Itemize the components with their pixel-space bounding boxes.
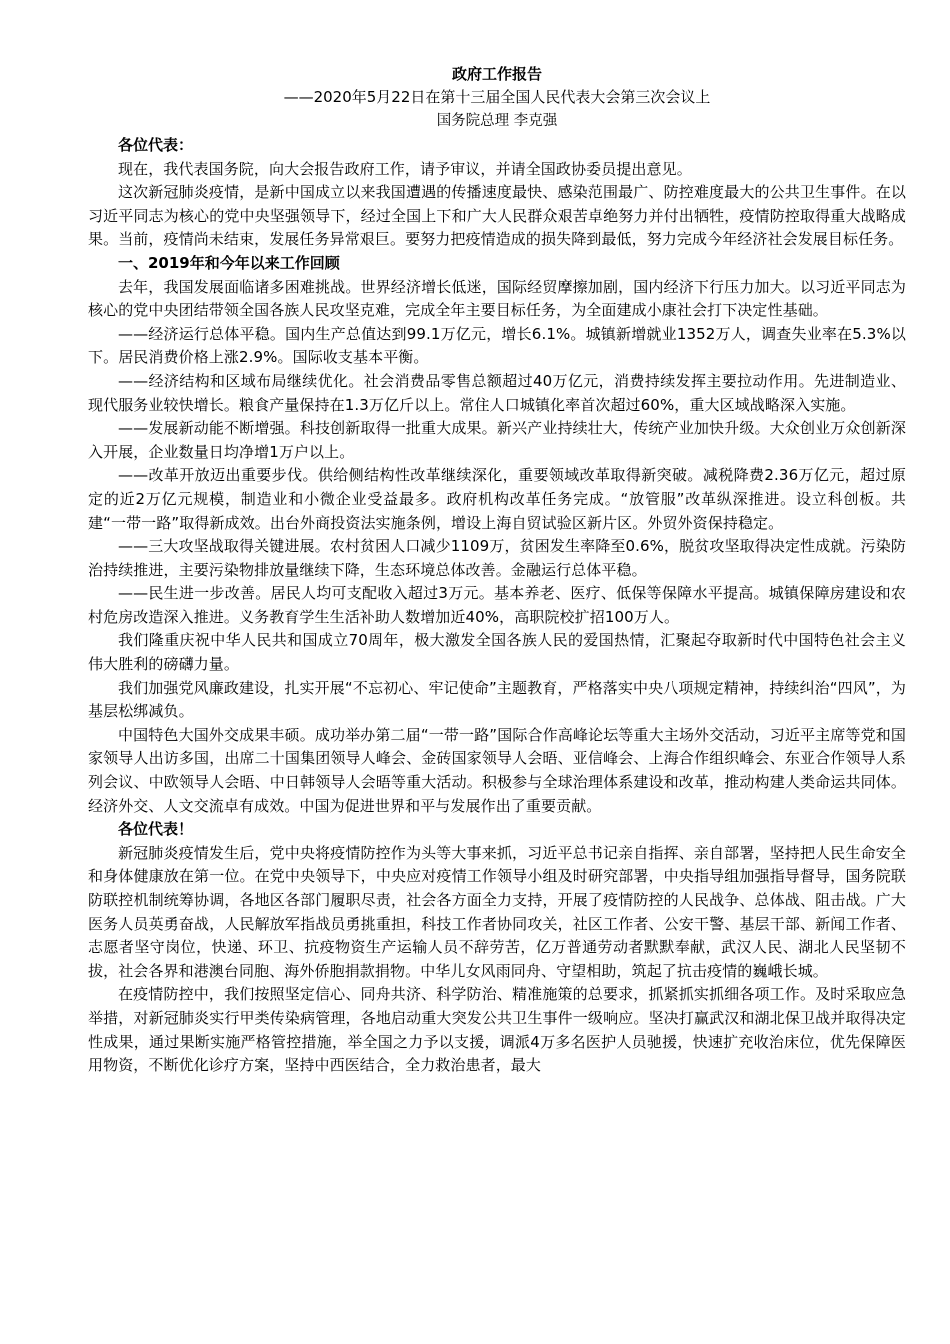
paragraph: 这次新冠肺炎疫情，是新中国成立以来我国遭遇的传播速度最快、感染范围最广、防控难度最大的公共卫生事件。在以习近平同志为核心的党中央坚强领导下，经过全国上下和广大人民群众艰苦卓绝努力并付出牺牲，疫情防控取得重大战略成果。当前，疫情尚未结束，发展任务异常艰巨。要努力把疫情造成的损失降到最低，努力完成今年经济社会发展目标任务。 bbox=[88, 183, 906, 249]
document-title: 政府工作报告 bbox=[451, 65, 542, 83]
paragraph: 我们隆重庆祝中华人民共和国成立70周年，极大激发全国各族人民的爱国热情，汇聚起夺取新时代中国特色社会主义伟大胜利的磅礴力量。 bbox=[88, 631, 906, 674]
document-author: 国务院总理 李克强 bbox=[436, 113, 558, 129]
paragraph: 新冠肺炎疫情发生后，党中央将疫情防控作为头等大事来抓，习近平总书记亲自指挥、亲自部署，坚持把人民生命安全和身体健康放在第一位。在党中央领导下，中央应对疫情工作领导小组及时研究部署，中央指导组加强指导督导，国务院联防联控机制统筹协调，各地区各部门履职尽责，社会各方面全力支持，开展了疫情防控的人民战争、总体战、阻击战。广大医务人员英勇奋战，人民解放军指战员勇挑重担，科技工作者协同攻关，社区工作者、公安干警、基层干部、新闻工作者、志愿者坚守岗位，快递、环卫、抗疫物资生产运输人员不辞劳苦，亿万普通劳动者默默奉献，武汉人民、湖北人民坚韧不拔，社会各界和港澳台同胞、海外侨胞捐款捐物。中华儿女风雨同舟、守望相助，筑起了抗击疫情的巍峨长城。 bbox=[88, 843, 906, 980]
paragraph: ——发展新动能不断增强。科技创新取得一批重大成果。新兴产业持续壮大，传统产业加快升级。大众创业万众创新深入开展，企业数量日均净增1万户以上。 bbox=[88, 419, 906, 461]
paragraph: ——经济运行总体平稳。国内生产总值达到99.1万亿元，增长6.1%。城镇新增就业1352万人，调查失业率在5.3%以下。居民消费价格上涨2.9%。国际收支基本平衡。 bbox=[88, 324, 906, 367]
paragraph: 去年，我国发展面临诸多困难挑战。世界经济增长低迷，国际经贸摩擦加剧，国内经济下行压力加大。以习近平同志为核心的党中央团结带领全国各族人民攻坚克难，完成全年主要目标任务，为全面建成小康社会打下决定性基础。 bbox=[88, 277, 906, 320]
section-heading: 一、2019年和今年以来工作回顾 bbox=[118, 253, 340, 272]
paragraph: 在疫情防控中，我们按照坚定信心、同舟共济、科学防治、精准施策的总要求，抓紧抓实抓细各项工作。及时采取应急举措，对新冠肺炎实行甲类传染病管理，各地启动重大突发公共卫生事件一级响应。坚决打赢武汉和湖北保卫战并取得决定性成果，通过果断实施严格管控措施，举全国之力予以支援，调派4万多名医护人员驰援，快速扩充收治床位，优先保障医用物资，不断优化诊疗方案，坚持中西医结合，全力救治患者，最大 bbox=[88, 985, 906, 1075]
document-subtitle: ——2020年5月22日在第十三届全国人民代表大会第三次会议上 bbox=[283, 88, 711, 106]
document-body bbox=[88, 134, 906, 1078]
paragraph: ——三大攻坚战取得关键进展。农村贫困人口减少1109万，贫困发生率降至0.6%，脱贫攻坚取得决定性成就。污染防治持续推进，主要污染物排放量继续下降，生态环境总体改善。金融运行总体平稳。 bbox=[88, 537, 906, 579]
paragraph: 我们加强党风廉政建设，扎实开展“不忘初心、牢记使命”主题教育，严格落实中央八项规定精神，持续纠治“四风”，为基层松绑减负。 bbox=[88, 678, 906, 721]
paragraph: ——民生进一步改善。居民人均可支配收入超过3万元。基本养老、医疗、低保等保障水平提高。城镇保障房建设和农村危房改造深入推进。义务教育学生生活补助人数增加近40%，高职院校扩招100万人。 bbox=[88, 584, 906, 626]
paragraph: ——改革开放迈出重要步伐。供给侧结构性改革继续深化，重要领域改革取得新突破。减税降费2.36万亿元，超过原定的近2万亿元规模，制造业和小微企业受益最多。政府机构改革任务完成。“放管服”改革纵深推进。设立科创板。共建“一带一路”取得新成效。出台外商投资法实施条例，增设上海自贸试验区新片区。外贸外资保持稳定。 bbox=[88, 466, 906, 532]
paragraph: 现在，我代表国务院，向大会报告政府工作，请予审议，并请全国政协委员提出意见。 bbox=[118, 159, 692, 178]
paragraph: ——经济结构和区域布局继续优化。社会消费品零售总额超过40万亿元，消费持续发挥主要拉动作用。先进制造业、现代服务业较快增长。粮食产量保持在1.3万亿斤以上。常住人口城镇化率首次超过60%，重大区域战略深入实施。 bbox=[88, 371, 906, 414]
section-heading: 各位代表： bbox=[118, 136, 194, 154]
paragraph: 中国特色大国外交成果丰硕。成功举办第二届“一带一路”国际合作高峰论坛等重大主场外交活动，习近平主席等党和国家领导人出访多国，出席二十国集团领导人峰会、金砖国家领导人会晤、亚信峰会、上海合作组织峰会、东亚合作领导人系列会议、中欧领导人会晤、中日韩领导人会晤等重大活动。积极参与全球治理体系建设和改革，推动构建人类命运共同体。经济外交、人文交流卓有成效。中国为促进世界和平与发展作出了重要贡献。 bbox=[88, 725, 906, 815]
document-page bbox=[88, 62, 906, 1078]
section-heading: 各位代表！ bbox=[118, 820, 194, 839]
